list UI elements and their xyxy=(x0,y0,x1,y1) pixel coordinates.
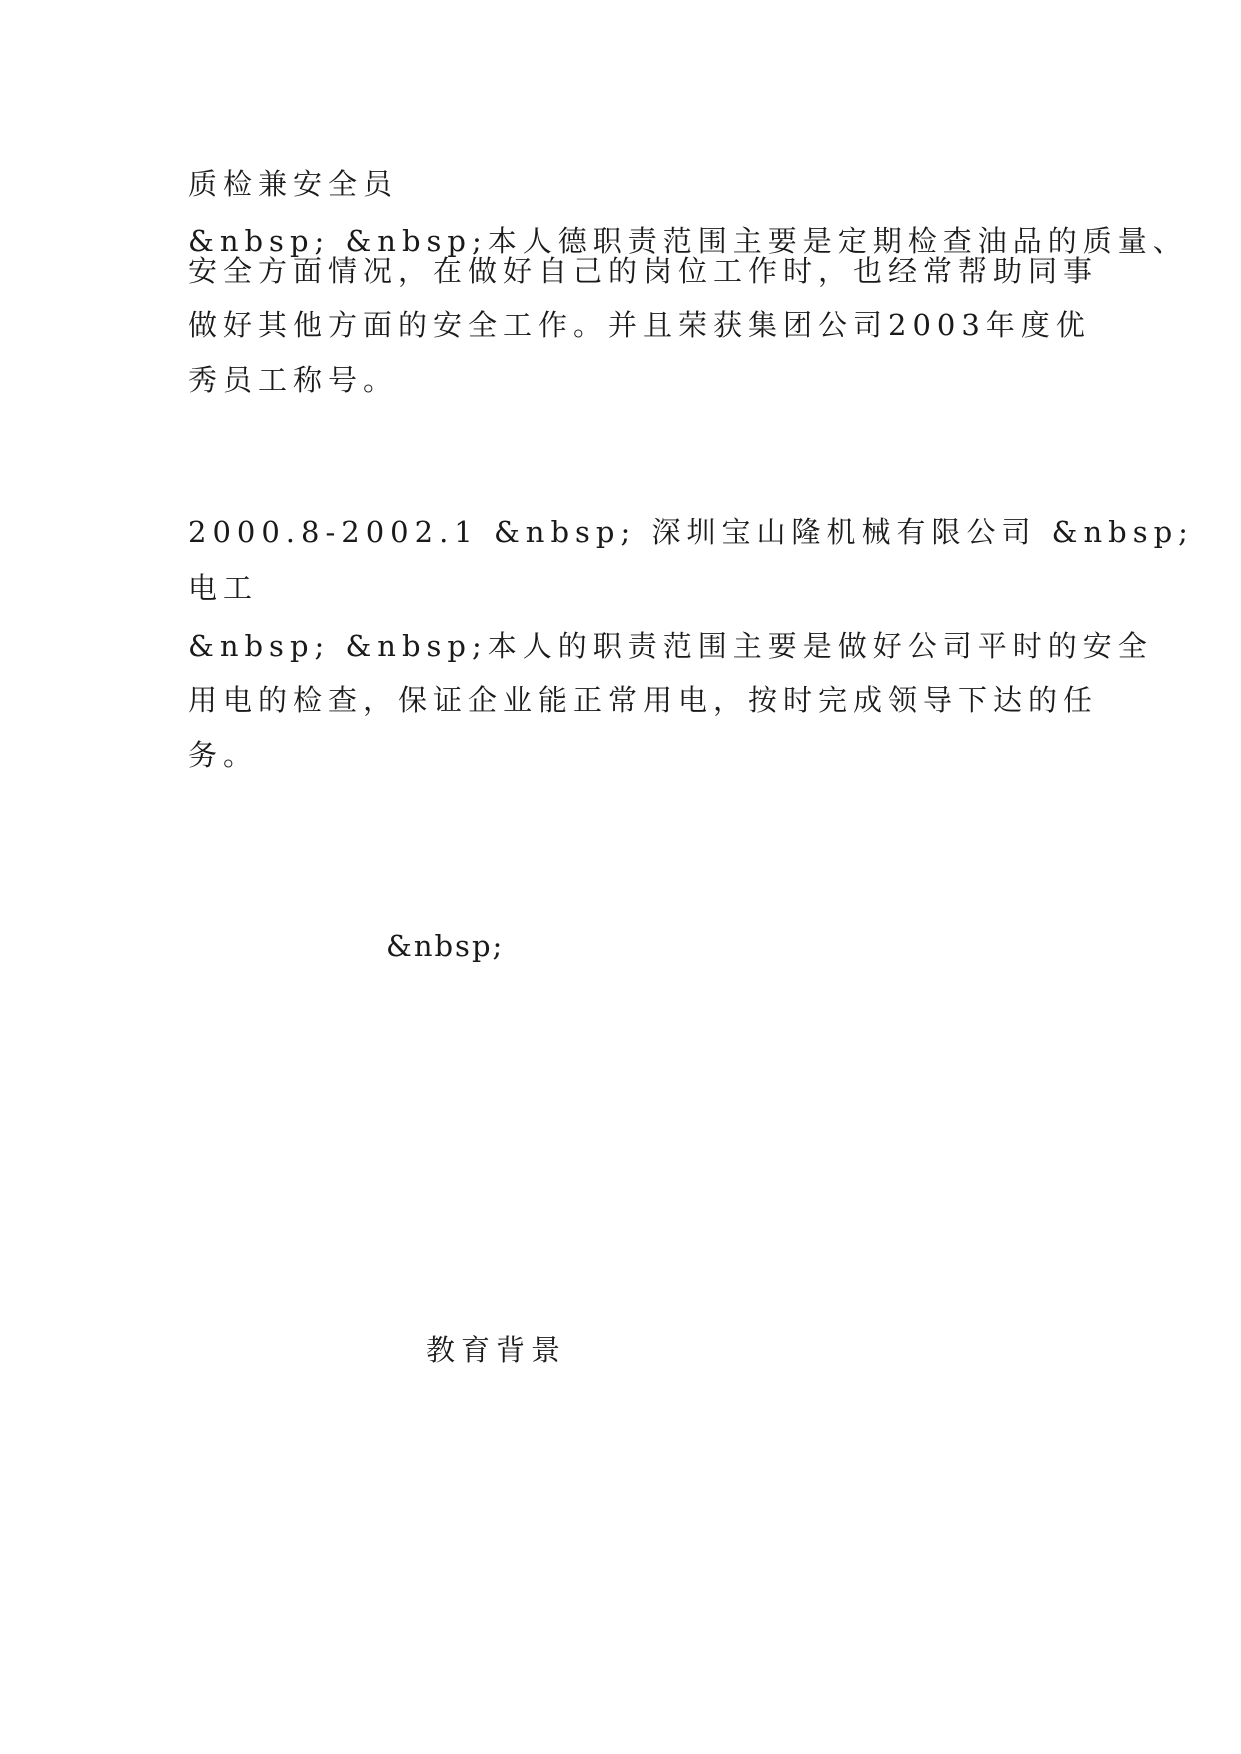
duty-paragraph-line-1: &nbsp; &nbsp;本人的职责范围主要是做好公司平时的安全 xyxy=(188,629,1153,663)
duty-paragraph-line-2: 用电的检查，保证企业能正常用电，按时完成领导下达的任 xyxy=(188,683,1099,717)
section-heading-education: 教育背景 xyxy=(426,1333,567,1367)
duty-paragraph-line-1: &nbsp; &nbsp;本人德职责范围主要是定期检查油品的质量、 xyxy=(188,224,1188,258)
duty-paragraph-line-4: 秀员工称号。 xyxy=(188,363,399,397)
job-title-line: 电工 xyxy=(188,571,259,605)
spacer-text-line: &nbsp; xyxy=(386,929,505,963)
duty-paragraph-line-3: 做好其他方面的安全工作。并且荣获集团公司2003年度优 xyxy=(188,308,1091,342)
employment-period-line: 2000.8-2002.1 &nbsp; 深圳宝山隆机械有限公司 &nbsp; xyxy=(188,515,1194,549)
job-title-line: 质检兼安全员 xyxy=(188,167,399,201)
duty-paragraph-line-3: 务。 xyxy=(188,738,259,772)
duty-paragraph-line-2: 安全方面情况，在做好自己的岗位工作时，也经常帮助同事 xyxy=(188,254,1099,288)
